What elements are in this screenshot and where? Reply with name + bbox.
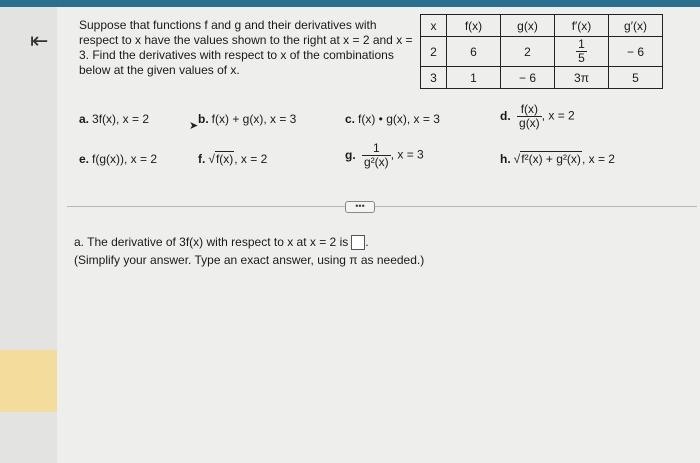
part-label: e. — [79, 152, 90, 166]
part-label: d. — [500, 108, 511, 123]
fraction-denominator: 5 — [578, 51, 585, 65]
part-label: c. — [345, 112, 356, 126]
table-cell: − 6 — [501, 67, 555, 89]
fraction — [576, 38, 587, 65]
answer-line — [74, 233, 424, 251]
answer-hint: (Simplify your answer. Type an exact answer, using π as needed.) — [74, 253, 425, 267]
table-row — [421, 37, 663, 67]
table-cell: 1 — [447, 67, 501, 89]
fraction-denominator: g²(x) — [364, 155, 389, 169]
header-cell: g(x) — [501, 15, 555, 37]
part-condition: , x = 3 — [390, 147, 424, 162]
header-cell: x — [421, 15, 447, 37]
radical-sign: √ — [513, 152, 521, 166]
part-expression: 3f(x), x = 2 — [92, 112, 150, 126]
top-bar — [0, 0, 700, 7]
table-cell: 2 — [501, 37, 555, 67]
part-label: h. — [500, 152, 511, 166]
radicand: f²(x) + g²(x) — [521, 152, 581, 166]
fraction — [362, 142, 391, 169]
part-label: g. — [345, 147, 356, 162]
answer-prompt: a. The derivative of 3f(x) with respect to x at x = 2 is — [74, 235, 349, 249]
table-row — [421, 67, 663, 89]
header-cell: f′(x) — [555, 15, 609, 37]
back-to-start-icon[interactable]: ⇤ — [30, 28, 49, 53]
radicand: f(x) — [215, 152, 234, 166]
part-expression: f(x) • g(x), x = 3 — [358, 112, 440, 126]
fraction-numerator: 1 — [362, 142, 391, 156]
table-cell: 5 — [609, 67, 663, 89]
part-condition: , x = 2 — [234, 152, 268, 166]
table-header-row — [421, 15, 663, 37]
table-cell: 3π — [555, 67, 609, 89]
part-label: f. — [198, 152, 206, 166]
fraction-denominator: g(x) — [519, 116, 540, 130]
section-divider — [67, 206, 697, 207]
part-h[interactable] — [500, 152, 615, 166]
fraction — [517, 103, 542, 130]
part-a[interactable] — [79, 112, 149, 126]
part-c[interactable] — [345, 112, 440, 126]
fraction-numerator: f(x) — [517, 103, 542, 117]
table-cell: 2 — [421, 37, 447, 67]
answer-input-box[interactable] — [351, 235, 365, 250]
part-label: a. — [79, 112, 90, 126]
left-sidebar — [0, 7, 57, 463]
radical-sign: √ — [208, 152, 215, 166]
table-cell — [555, 37, 609, 67]
answer-suffix: . — [365, 235, 369, 249]
part-label: b. — [198, 112, 209, 126]
more-options-button[interactable]: ••• — [345, 201, 375, 213]
table-cell: 3 — [421, 67, 447, 89]
header-cell: g′(x) — [609, 15, 663, 37]
part-expression: f(g(x)), x = 2 — [92, 152, 158, 166]
table-cell: − 6 — [609, 37, 663, 67]
part-f[interactable] — [198, 152, 267, 166]
table-cell: 6 — [447, 37, 501, 67]
header-cell: f(x) — [447, 15, 501, 37]
part-d[interactable] — [500, 103, 575, 130]
values-table — [420, 14, 663, 89]
mouse-cursor-icon: ➤ — [189, 120, 199, 132]
answer-area — [74, 233, 424, 269]
part-g[interactable] — [345, 142, 424, 169]
part-condition: , x = 2 — [541, 108, 575, 123]
part-expression: f(x) + g(x), x = 3 — [211, 112, 297, 126]
sidebar-accent — [0, 350, 57, 412]
problem-statement: Suppose that functions f and g and their derivatives with respect to x have the values shown to the right at x = 2 and x = 3. Find the derivatives with respect to x of the combinations below at the given values of x. — [79, 18, 413, 77]
part-b[interactable] — [198, 112, 296, 126]
part-e[interactable] — [79, 152, 157, 166]
part-condition: , x = 2 — [581, 152, 615, 166]
fraction-numerator: 1 — [578, 37, 585, 51]
